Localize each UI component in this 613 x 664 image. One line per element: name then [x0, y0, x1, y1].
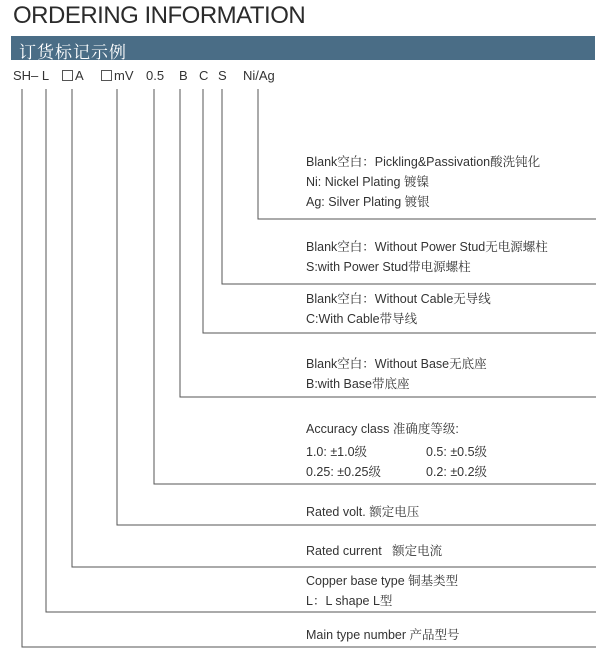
- base-blank: Blank空白：Without Base无底座: [306, 357, 487, 371]
- page-title: ORDERING INFORMATION: [13, 2, 306, 29]
- plating-ag: Ag: Silver Plating 镀银: [306, 195, 430, 209]
- code-mv: mV: [114, 68, 134, 83]
- stud-options: [306, 237, 548, 277]
- plating-options: [306, 152, 540, 212]
- section-subtitle: 订货标记示例: [19, 43, 127, 62]
- plating-ni: Ni: Nickel Plating 镀镍: [306, 175, 429, 189]
- copper-options: [306, 571, 458, 611]
- accuracy-class-4: 0.2: ±0.2级: [426, 465, 488, 479]
- accuracy-class-2: 0.5: ±0.5级: [426, 445, 488, 459]
- cable-c: C:With Cable带导线: [306, 312, 418, 326]
- code-cable: C: [199, 68, 209, 83]
- stud-s: S:with Power Stud带电源螺柱: [306, 260, 471, 274]
- copper-type: Copper base type 铜基类型: [306, 574, 459, 588]
- accuracy-label: Accuracy class 准确度等级:: [306, 422, 459, 436]
- rated-current: Rated current 额定电流: [306, 544, 443, 558]
- base-options: [306, 354, 487, 394]
- code-stud: S: [218, 68, 227, 83]
- copper-l: L：L shape L型: [306, 594, 393, 608]
- code-a: A: [75, 68, 84, 83]
- main-type: Main type number 产品型号: [306, 628, 460, 642]
- code-base: B: [179, 68, 188, 83]
- code-sh-l: SH– L: [13, 68, 50, 83]
- cable-blank: Blank空白：Without Cable无导线: [306, 292, 491, 306]
- accuracy-class-3: 0.25: ±0.25级: [306, 465, 381, 479]
- stud-blank: Blank空白：Without Power Stud无电源螺柱: [306, 240, 548, 254]
- cable-options: [306, 289, 491, 329]
- accuracy-class-1: 1.0: ±1.0级: [306, 445, 368, 459]
- code-accuracy: 0.5: [146, 68, 165, 83]
- plating-blank: Blank空白：Pickling&Passivation酸洗钝化: [306, 155, 541, 169]
- code-plating: Ni/Ag: [243, 68, 275, 83]
- base-b: B:with Base带底座: [306, 377, 410, 391]
- rated-volt: Rated volt. 额定电压: [306, 505, 420, 519]
